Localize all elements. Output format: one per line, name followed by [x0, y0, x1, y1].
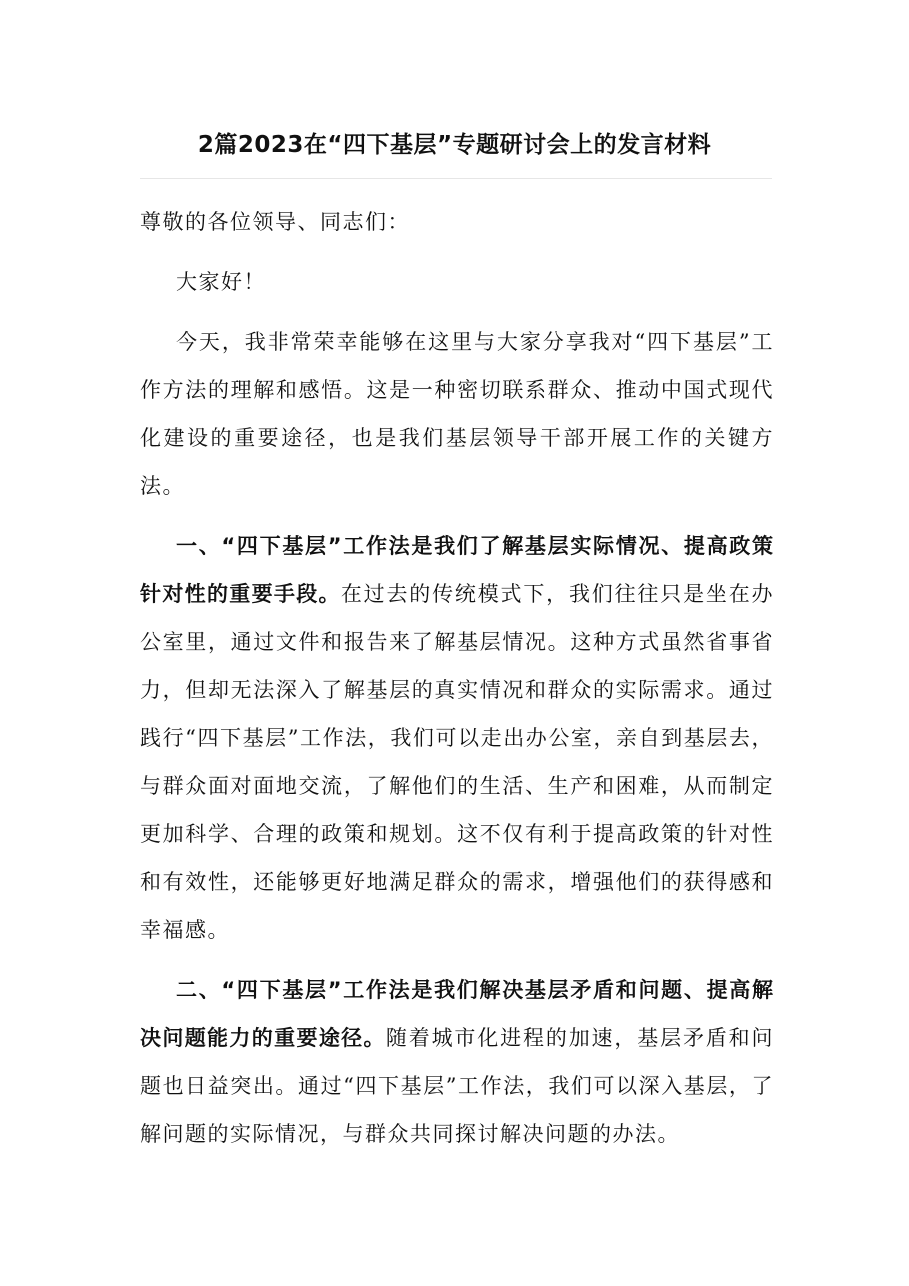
intro-paragraph: 今天，我非常荣幸能够在这里与大家分享我对“四下基层”工作方法的理解和感悟。这是一种密切联系群众、推动中国式现代化建设的重要途径，也是我们基层领导干部开展工作的关键方法。: [140, 330, 774, 498]
title-divider: [140, 178, 772, 179]
greeting: 大家好！: [176, 270, 266, 294]
document-body: [140, 198, 774, 1170]
section-2-body: 随着城市化进程的加速，基层矛盾和问题也日益突出。通过“四下基层”工作法，我们可以深入基层，了解问题的实际情况，与群众共同探讨解决问题的办法。: [140, 1026, 775, 1146]
section-1-body: 在过去的传统模式下，我们往往只是坐在办公室里，通过文件和报告来了解基层情况。这种方式虽然省事省力，但却无法深入了解基层的真实情况和群众的实际需求。通过践行“四下基层”工作法，我们可以走出办公室，亲自到基层去，与群众面对面地交流，了解他们的生活、生产和困难，从而制定更加科学、合理的政策和规划。这不仅有利于提高政策的针对性和有效性，还能够更好地满足群众的需求，增强他们的获得感和幸福感。: [140, 582, 775, 942]
section-2-heading: 二、“四下基层”工作法是我们解决基层矛盾和问题、提高解决问题能力的重要途径。: [140, 978, 774, 1050]
section-1-heading: 一、“四下基层”工作法是我们了解基层实际情况、提高政策针对性的重要手段。: [140, 534, 774, 606]
salutation: 尊敬的各位领导、同志们：: [140, 210, 410, 234]
document-title: 2篇2023在“四下基层”专题研讨会上的发言材料: [197, 132, 712, 158]
section-1-paragraph: [140, 522, 774, 954]
section-2-paragraph: [140, 966, 774, 1158]
